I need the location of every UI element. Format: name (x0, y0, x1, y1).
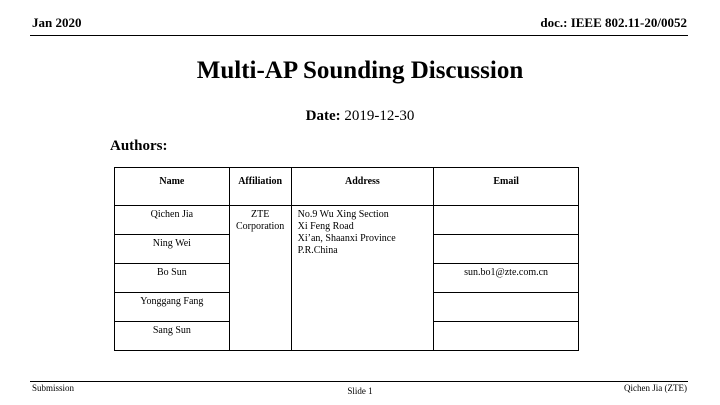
address-line: Xi Feng Road (297, 221, 354, 232)
table-row (115, 206, 579, 235)
column-header-affiliation: Affiliation (229, 168, 291, 206)
author-email (434, 293, 579, 322)
authors-label: Authors: (110, 138, 168, 154)
author-email: sun.bo1@zte.com.cn (434, 264, 579, 293)
footer-rule (30, 381, 688, 382)
table-header-row (115, 168, 579, 206)
header-date: Jan 2020 (32, 15, 82, 30)
author-name: Ning Wei (115, 235, 230, 264)
affiliation-line: ZTE (250, 209, 270, 220)
address-line: Xi’an, Shaanxi Province (297, 233, 396, 244)
column-header-address: Address (291, 168, 434, 206)
address-cell (291, 206, 434, 351)
column-header-name: Name (115, 168, 230, 206)
affiliation-line: Corporation (235, 221, 285, 232)
footer-submission: Submission (32, 383, 75, 393)
author-email (434, 322, 579, 351)
address-line: P.R.China (297, 245, 338, 256)
authors-table (114, 167, 579, 351)
header-rule (30, 35, 688, 36)
address-line: No.9 Wu Xing Section (297, 209, 389, 220)
date-label: Date: (305, 108, 341, 124)
date-line (0, 108, 720, 125)
footer-author: Qichen Jia (ZTE) (624, 383, 687, 393)
header-doc-number: doc.: IEEE 802.11-20/0052 (540, 15, 687, 30)
footer-slide-number: Slide 1 (347, 386, 373, 396)
slide-title: Multi-AP Sounding Discussion (196, 57, 524, 84)
author-email (434, 235, 579, 264)
author-name: Sang Sun (115, 322, 230, 351)
author-email (434, 206, 579, 235)
author-name: Qichen Jia (115, 206, 230, 235)
date-value: 2019-12-30 (344, 108, 415, 124)
author-name: Bo Sun (115, 264, 230, 293)
column-header-email: Email (434, 168, 579, 206)
author-name: Yonggang Fang (115, 293, 230, 322)
affiliation-cell (229, 206, 291, 351)
